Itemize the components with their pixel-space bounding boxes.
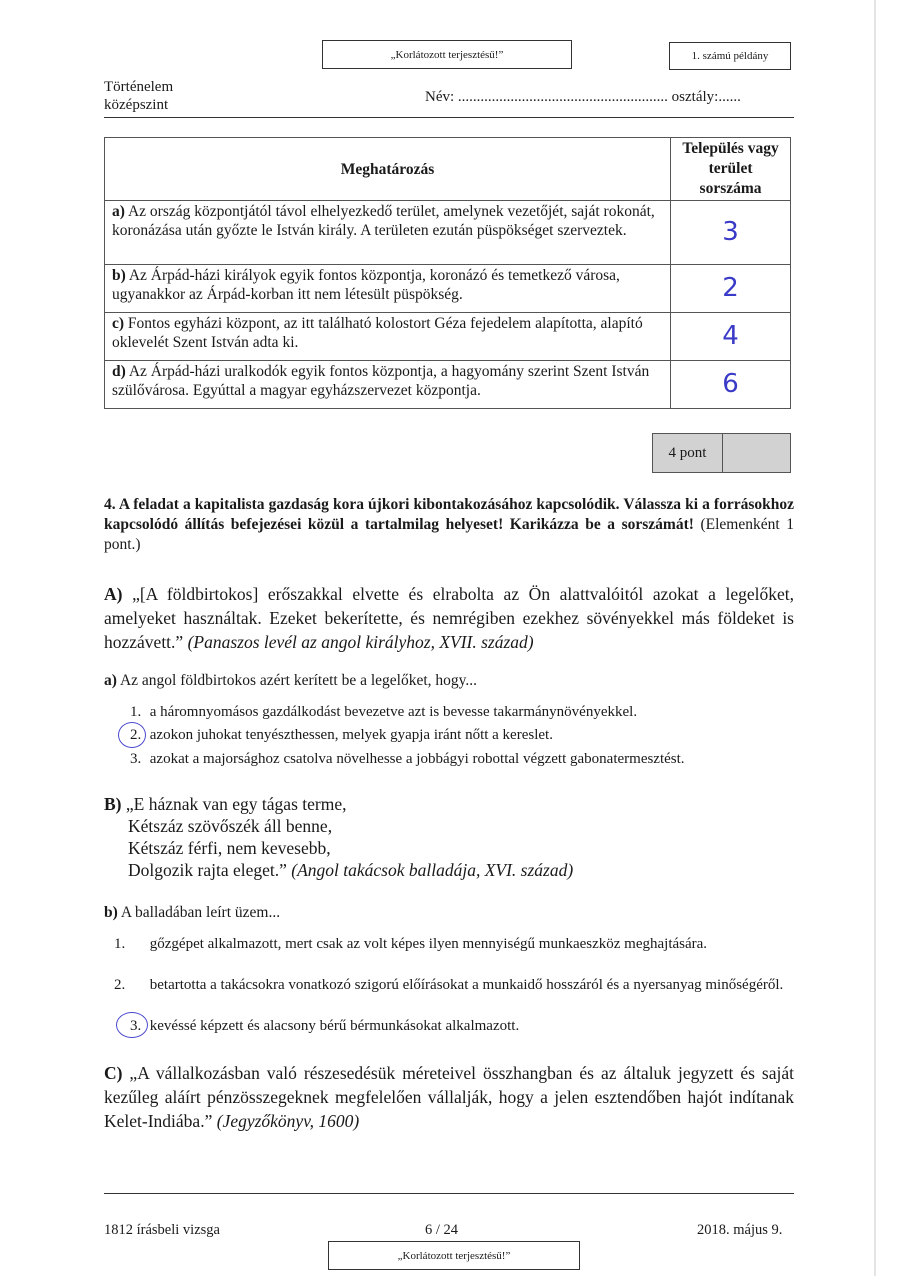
col-definition-header: Meghatározás [105, 138, 671, 201]
source-c-label: C) [104, 1063, 123, 1083]
source-c-citation: (Jegyzőkönyv, 1600) [216, 1111, 360, 1131]
footer-page-number: 6 / 24 [425, 1222, 459, 1238]
option-text: gőzgépet alkalmazott, mert csak az volt képes ilyen mennyiségű munkaeszköz meghajtására. [149, 936, 708, 952]
source-c [104, 1061, 794, 1133]
source-b-label: B) [104, 794, 122, 814]
answer-cell[interactable]: 4 [671, 313, 791, 361]
option-text: azokat a majorsághoz csatolva növelhesse a jobbágyi robottal végzett gabonatermesztést. [149, 751, 685, 767]
name-line: Név: ........................................................ osztály:...... [425, 89, 741, 105]
row-label: c) [112, 315, 125, 332]
option-text: kevéssé képzett és alacsony bérű bérmunkásokat alkalmazott. [149, 1018, 520, 1034]
table-row [105, 265, 791, 313]
definition-cell [105, 201, 671, 265]
option-a-3[interactable] [130, 750, 795, 769]
header-rule [104, 117, 794, 118]
option-b-1[interactable] [114, 935, 811, 954]
source-a-label: A) [104, 584, 123, 604]
definition-cell [105, 361, 671, 409]
option-text: azokon juhokat tenyészthessen, melyek gyapja iránt nőtt a kereslet. [149, 727, 553, 743]
poem-line: „E háznak van egy tágas terme, [125, 794, 347, 814]
table-row [105, 313, 791, 361]
option-b-3[interactable] [130, 1017, 795, 1036]
source-b [104, 793, 573, 881]
subject-block [104, 78, 173, 114]
question-a-label: a) [104, 672, 117, 689]
option-number: 3. [130, 751, 142, 767]
points-label: 4 pont [653, 434, 723, 472]
option-a-2[interactable] [130, 726, 795, 745]
source-c-quote: „A vállalkozásban való részesedésük méreteivel összhangban és az általuk jegyzett és saját kezűleg aláírt pénzösszegeknek megfelelően vállalják, hogy a jelen esztendőben hajót indítanak Kelet-Indiába.” [104, 1063, 794, 1131]
question-b [104, 903, 280, 923]
question-a [104, 671, 477, 691]
task-4-instructions [104, 495, 794, 555]
definition-cell [105, 313, 671, 361]
option-text: a háromnyomásos gazdálkodást bevezetve azt is bevesse takarmánynövényekkel. [149, 704, 638, 720]
subject: Történelem [104, 79, 174, 95]
answer-cell[interactable]: 3 [671, 201, 791, 265]
answer-circle-a [118, 722, 146, 748]
footer-date: 2018. május 9. [697, 1222, 783, 1238]
table-row [105, 201, 791, 265]
option-number: 1. [130, 704, 142, 720]
source-a-quote: „[A földbirtokos] erőszakkal elvette és elrabolta az Ön alattvalóitól azokat a legelőket, amelyeket használtak. Ezeket bekerítette, és nemrégiben ezekhez sövényekkel más földeket is hozzávett.” [104, 584, 794, 652]
task-4-title: 4. A feladat a kapitalista gazdaság kora újkori kibontakozásához kapcsolódik. Válassza ki a forrásokhoz kapcsolódó állítás befejezései közül a tartalmilag helyeset! Karikázza be a sorszámát! [104, 496, 794, 533]
points-box [652, 433, 791, 473]
footer-rule [104, 1193, 794, 1194]
footer-exam: 1812 írásbeli vizsga [104, 1222, 220, 1238]
option-text: betartotta a takácsokra vonatkozó szigorú előírásokat a munkaidő hosszáról és a nyersanyag minőségéről. [149, 977, 784, 993]
source-a-citation: (Panaszos levél az angol királyhoz, XVII. század) [187, 632, 534, 652]
answer-circle-b [116, 1012, 148, 1038]
option-b-2[interactable] [114, 976, 811, 995]
answer-cell[interactable]: 2 [671, 265, 791, 313]
poem-line: Kétszáz szövőszék áll benne, [128, 816, 333, 836]
question-a-text: Az angol földbirtokos azért kerített be a legelőket, hogy... [116, 672, 478, 689]
points-score-field[interactable] [723, 434, 790, 472]
poem-line: Dolgozik rajta eleget.” [128, 860, 292, 880]
page-edge-shadow [874, 0, 876, 1276]
restricted-stamp-bottom [328, 1241, 580, 1270]
option-number: 1. [114, 936, 126, 952]
row-label: a) [112, 203, 125, 220]
definition-text: Fontos egyházi központ, az itt található kolostort Géza fejedelem alapította, alapító oklevelét Szent István adta ki. [112, 315, 643, 351]
option-number: 2. [114, 977, 126, 993]
definition-text: Az ország központjától távol elhelyezkedő terület, amelynek vezetőjét, saját rokonát, koronázása után győzte le István király. A területen ezután püspökséget szerveztek. [112, 203, 655, 239]
definition-text: Az Árpád-házi királyok egyik fontos központja, koronázó és temetkező városa, ugyanakkor az Árpád-korban itt nem létesült püspökség. [112, 267, 620, 303]
col-number-header: Település vagy terület sorszáma [671, 138, 791, 201]
source-b-citation: (Angol takácsok balladája, XVI. század) [291, 860, 574, 880]
option-number: 2. [130, 727, 142, 743]
restricted-label: „Korlátozott terjesztésű!” [397, 1249, 511, 1262]
answer-cell[interactable]: 6 [671, 361, 791, 409]
question-b-label: b) [104, 904, 118, 921]
table-header-row [105, 138, 791, 201]
row-label: d) [112, 363, 126, 380]
task-4-scoring: (Elemenként 1 pont.) [104, 516, 794, 553]
option-a-1[interactable] [130, 703, 795, 722]
level: középszint [104, 97, 169, 113]
table-row [105, 361, 791, 409]
copy-number-label: 1. számú példány [691, 50, 769, 62]
restricted-label: „Korlátozott terjesztésű!” [390, 48, 504, 61]
definition-table [104, 137, 791, 409]
poem-line: Kétszáz férfi, nem kevesebb, [128, 838, 331, 858]
option-number: 3. [130, 1018, 142, 1034]
source-a [104, 582, 794, 654]
row-label: b) [112, 267, 126, 284]
restricted-stamp-top [322, 40, 572, 69]
definition-text: Az Árpád-házi uralkodók egyik fontos központja, a hagyomány szerint Szent István szülővárosa. Egyúttal a magyar egyházszervezet központja. [112, 363, 650, 399]
copy-number-box [669, 42, 791, 70]
definition-cell [105, 265, 671, 313]
question-b-text: A balladában leírt üzem... [117, 904, 281, 921]
